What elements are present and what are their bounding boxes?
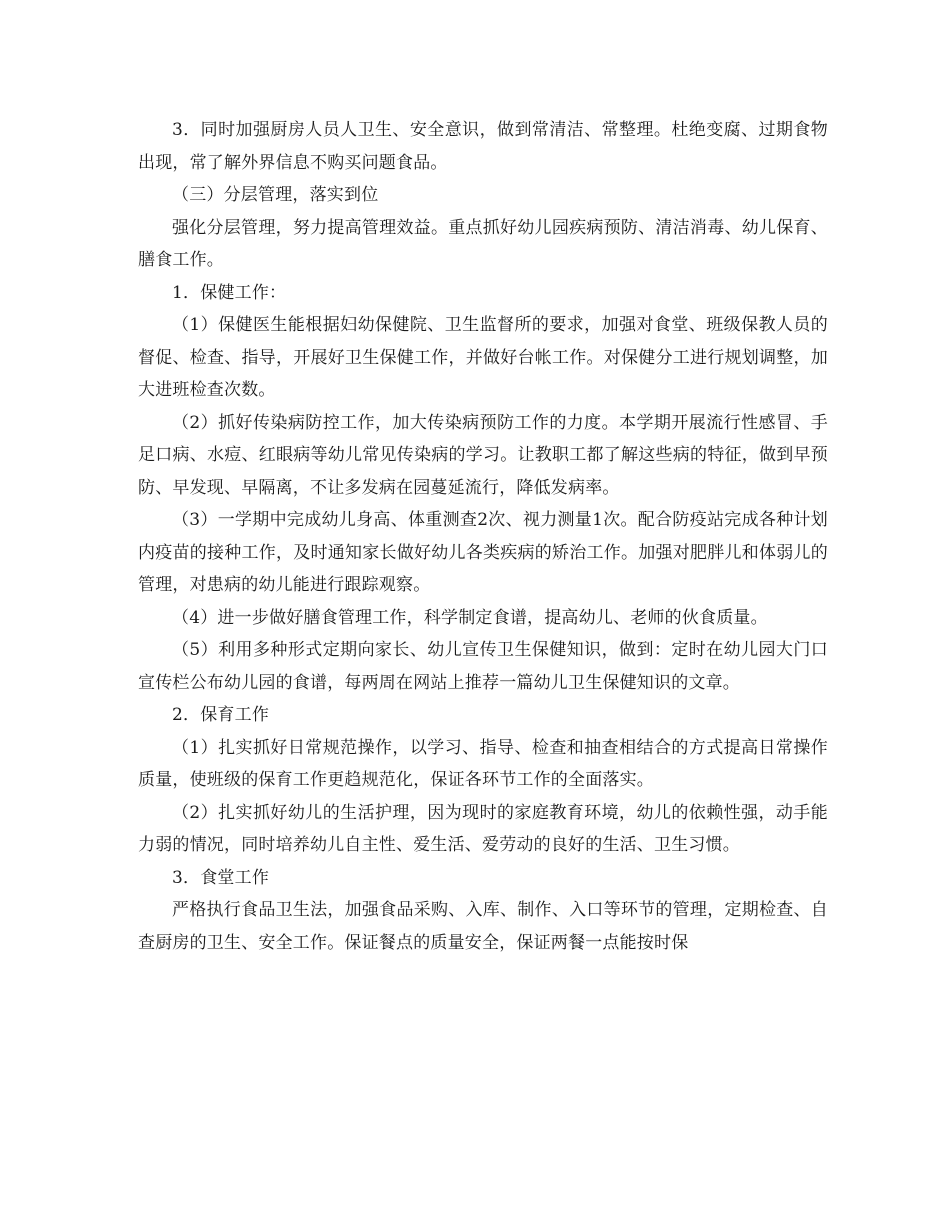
paragraph: （1）扎实抓好日常规范操作，以学习、指导、检查和抽查相结合的方式提高日常操作质量，使班级的保育工作更趋规范化，保证各环节工作的全面落实。	[138, 737, 828, 790]
paragraph: （2）抓好传染病防控工作，加大传染病预防工作的力度。本学期开展流行性感冒、手足口病、水痘、红眼病等幼儿常见传染病的学习。让教职工都了解这些病的特征，做到早预防、早发现、早隔离，不让多发病在园蔓延流行，降低发病率。	[138, 412, 828, 498]
subsection-heading: 3．食堂工作	[172, 867, 270, 888]
document-body	[138, 114, 828, 959]
subsection-heading: 2．保育工作	[172, 705, 270, 725]
section-heading: （三）分层管理，落实到位	[172, 185, 379, 205]
paragraph: （5）利用多种形式定期向家长、幼儿宣传卫生保健知识，做到：定时在幼儿园大门口宣传栏公布幼儿园的食谱，每两周在网站上推荐一篇幼儿卫生保健知识的文章。	[138, 640, 828, 693]
paragraph: 3．同时加强厨房人员人卫生、安全意识，做到常清洁、常整理。杜绝变腐、过期食物出现，常了解外界信息不购买问题食品。	[138, 120, 828, 173]
paragraph: （3）一学期中完成幼儿身高、体重测查2次、视力测量1次。配合防疫站完成各种计划内疫苗的接种工作，及时通知家长做好幼儿各类疾病的矫治工作。加强对肥胖儿和体弱儿的管理，对患病的幼儿能进行跟踪观察。	[138, 510, 828, 595]
paragraph: 严格执行食品卫生法，加强食品采购、入库、制作、入口等环节的管理，定期检查、自查厨房的卫生、安全工作。保证餐点的质量安全，保证两餐一点能按时保	[138, 900, 828, 953]
paragraph: （2）扎实抓好幼儿的生活护理，因为现时的家庭教育环境，幼儿的依赖性强，动手能力弱的情况，同时培养幼儿自主性、爱生活、爱劳动的良好的生活、卫生习惯。	[138, 802, 828, 855]
paragraph: 强化分层管理，努力提高管理效益。重点抓好幼儿园疾病预防、清洁消毒、幼儿保育、膳食工作。	[138, 217, 828, 270]
paragraph: （1）保健医生能根据妇幼保健院、卫生监督所的要求，加强对食堂、班级保教人员的督促、检查、指导，开展好卫生保健工作，并做好台帐工作。对保健分工进行规划调整，加大进班检查次数。	[138, 315, 828, 400]
paragraph: （4）进一步做好膳食管理工作，科学制定食谱，提高幼儿、老师的伙食质量。	[172, 607, 768, 628]
subsection-heading: 1．保健工作：	[172, 282, 287, 303]
